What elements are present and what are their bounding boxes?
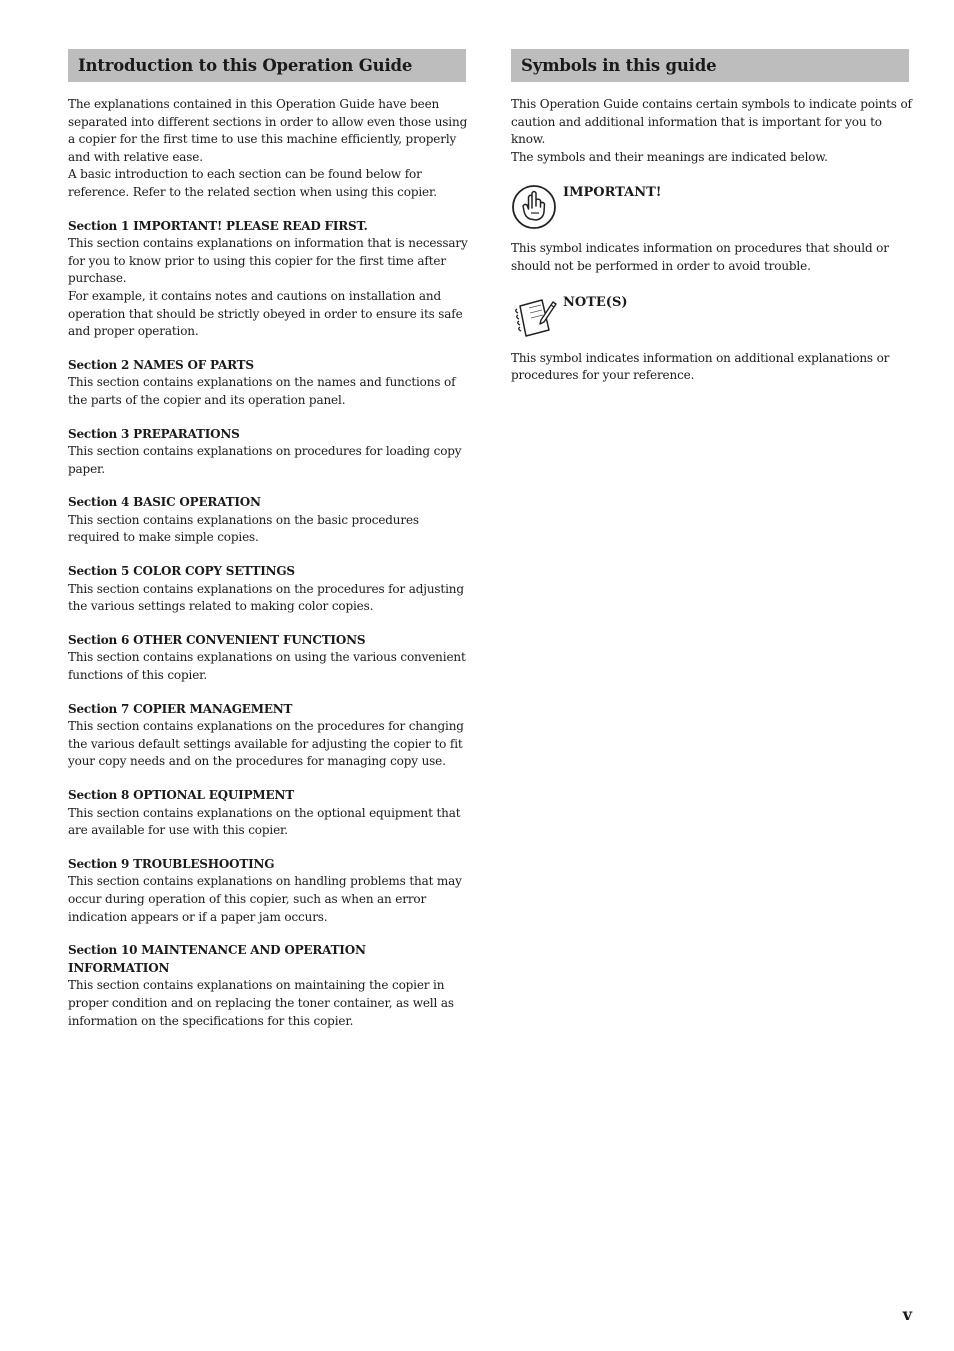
important-desc-line: should not be performed in order to avoid trouble.	[511, 258, 811, 273]
section-body-line: proper condition and on replacing the toner container, as well as	[68, 995, 454, 1010]
section-body-line: indication appears or if a paper jam occurs.	[68, 909, 328, 924]
section-body-line: purchase.	[68, 271, 127, 286]
section-block	[68, 494, 466, 547]
important-description	[511, 240, 909, 275]
section-title-line: Section 8 OPTIONAL EQUIPMENT	[68, 788, 294, 802]
intro-line: and with relative ease.	[68, 149, 203, 164]
section-title	[68, 494, 466, 512]
section-body	[68, 977, 466, 1030]
section-title-line: Section 10 MAINTENANCE AND OPERATION	[68, 943, 366, 958]
symbols-heading: Symbols in this guide	[511, 49, 909, 82]
section-body-line: This section contains explanations on the names and functions of	[68, 375, 456, 390]
section-body-line: This section contains explanations on procedures for loading copy	[68, 444, 462, 459]
section-body-line: operation that should be strictly obeyed in order to ensure its safe	[68, 306, 463, 321]
section-body-line: and proper operation.	[68, 324, 199, 339]
intro-column	[68, 49, 466, 1030]
section-body	[68, 581, 466, 616]
section-body-line: This section contains explanations on handling problems that may	[68, 874, 462, 889]
section-title-line: Section 6 OTHER CONVENIENT FUNCTIONS	[68, 632, 366, 647]
section-block	[68, 357, 466, 410]
section-body-line: This section contains explanations on information that is necessary	[68, 236, 468, 251]
section-title-line: Section 5 COLOR COPY SETTINGS	[68, 564, 295, 579]
section-body	[68, 873, 466, 926]
note-label: NOTE(S)	[563, 294, 628, 310]
section-body-line: information on the specifications for this copier.	[68, 1013, 354, 1028]
section-body-line: This section contains explanations on the basic procedures	[68, 512, 419, 527]
section-body	[68, 374, 466, 409]
section-title	[68, 357, 466, 375]
intro-line: a copier for the first time to use this machine efficiently, properly	[68, 132, 457, 147]
section-body-line: for you to know prior to using this copier for the first time after	[68, 253, 446, 268]
section-block	[68, 563, 466, 616]
section-block	[68, 632, 466, 685]
section-body-line: This section contains explanations on maintaining the copier in	[68, 978, 445, 993]
section-title	[68, 426, 466, 444]
section-body-line: This section contains explanations on the optional equipment that	[68, 805, 461, 820]
pointing-hand-icon	[511, 184, 557, 230]
symbols-intro-line: know.	[511, 132, 546, 147]
section-title	[68, 563, 466, 581]
note-description	[511, 350, 909, 385]
section-body-line: paper.	[68, 461, 105, 476]
symbols-intro-line: This Operation Guide contains certain symbols to indicate points of	[511, 97, 912, 111]
intro-line: The explanations contained in this Operation Guide have been	[68, 97, 440, 111]
section-title-line: Section 2 NAMES OF PARTS	[68, 357, 254, 372]
intro-heading: Introduction to this Operation Guide	[68, 49, 466, 82]
section-title-line: Section 4 BASIC OPERATION	[68, 495, 261, 510]
note-desc-line: This symbol indicates information on additional explanations or	[511, 350, 890, 365]
section-body	[68, 443, 466, 478]
section-body	[68, 512, 466, 547]
intro-line: A basic introduction to each section can be found below for	[68, 167, 422, 182]
section-block	[68, 426, 466, 479]
section-body-line: required to make simple copies.	[68, 530, 259, 545]
section-title-line: INFORMATION	[68, 960, 170, 975]
section-title-line: Section 1 IMPORTANT! PLEASE READ FIRST.	[68, 218, 368, 233]
symbols-column	[511, 49, 912, 385]
section-title-line: Section 9 TROUBLESHOOTING	[68, 856, 275, 871]
section-body-line: This section contains explanations on the procedures for adjusting	[68, 581, 464, 596]
section-body	[68, 235, 466, 341]
section-block	[68, 218, 466, 341]
note-desc-line: procedures for your reference.	[511, 368, 695, 383]
notepad-pencil-icon	[511, 294, 557, 340]
symbols-intro-paragraph	[511, 96, 912, 166]
section-block	[68, 787, 466, 840]
section-body	[68, 805, 466, 840]
important-symbol-block	[511, 184, 909, 236]
section-title	[68, 701, 466, 719]
section-list	[68, 218, 466, 1031]
section-body-line: the parts of the copier and its operation panel.	[68, 392, 346, 407]
section-block	[68, 701, 466, 771]
symbols-intro-line: The symbols and their meanings are indicated below.	[511, 149, 828, 164]
section-body-line: functions of this copier.	[68, 668, 208, 683]
important-label: IMPORTANT!	[563, 185, 662, 201]
section-body-line: This section contains explanations on the procedures for changing	[68, 719, 464, 734]
section-title	[68, 856, 466, 874]
section-body-line: your copy needs and on the procedures for managing copy use.	[68, 754, 446, 769]
section-body-line: the various settings related to making color copies.	[68, 599, 374, 614]
note-symbol-block	[511, 294, 909, 346]
section-body	[68, 718, 466, 771]
section-title	[68, 942, 466, 977]
section-block	[68, 856, 466, 926]
section-body-line: occur during operation of this copier, such as when an error	[68, 891, 427, 906]
section-body-line: are available for use with this copier.	[68, 823, 288, 838]
section-body-line: For example, it contains notes and cautions on installation and	[68, 288, 442, 303]
section-title	[68, 787, 466, 805]
section-body-line: the various default settings available for adjusting the copier to fit	[68, 736, 463, 751]
section-body	[68, 649, 466, 684]
section-block	[68, 942, 466, 1030]
section-title-line: Section 7 COPIER MANAGEMENT	[68, 701, 293, 716]
page-number: v	[902, 1305, 912, 1324]
section-title	[68, 632, 466, 650]
intro-line: reference. Refer to the related section when using this copier.	[68, 184, 437, 199]
intro-line: separated into different sections in order to allow even those using	[68, 114, 468, 129]
intro-paragraph	[68, 96, 466, 202]
important-desc-line: This symbol indicates information on procedures that should or	[511, 241, 889, 256]
section-body-line: This section contains explanations on using the various convenient	[68, 650, 466, 665]
section-title-line: Section 3 PREPARATIONS	[68, 426, 240, 441]
section-title	[68, 218, 466, 236]
symbols-intro-line: caution and additional information that is important for you to	[511, 114, 882, 129]
